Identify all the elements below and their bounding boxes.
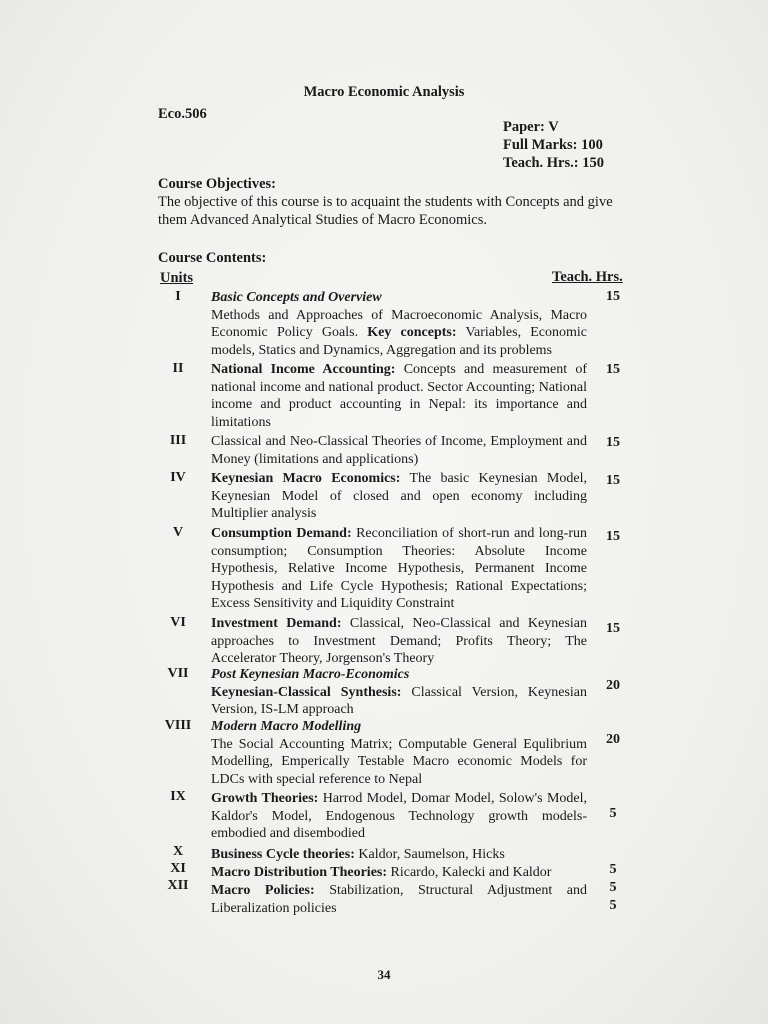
objectives-text: The objective of this course is to acquaint the students with Concepts and give them Advanced Analytical Studies of Macro Economics. xyxy=(158,194,613,228)
unit-description xyxy=(211,718,587,788)
unit-description xyxy=(211,666,587,719)
document-title: Macro Economic Analysis xyxy=(303,84,465,100)
paper-info xyxy=(503,118,604,172)
unit-number: IX xyxy=(170,789,186,804)
unit-body: Classical, Neo-Classical and Keynesian approaches to Investment Demand; Profits Theory; The Accelerator Theory, Jorgenson's Theory xyxy=(211,616,588,666)
unit-description xyxy=(211,615,587,668)
unit-body: Classical Version, Keynesian Version, IS-LM approach xyxy=(211,684,587,717)
unit-hours: 5 xyxy=(609,862,617,877)
unit-body: Kaldor, Saumelson, Hicks xyxy=(358,847,505,862)
unit-hours: 15 xyxy=(606,473,620,488)
unit-body: Classical and Neo-Classical Theories of Income, Employment and Money (limitations and applications) xyxy=(211,434,587,467)
unit-description xyxy=(211,846,587,864)
unit-hours: 15 xyxy=(606,362,620,377)
unit-number: IV xyxy=(170,470,186,485)
unit-number: V xyxy=(172,525,184,540)
unit-body-cont: Variables, Economic models, Statics and Dynamics, Aggregation and its problems xyxy=(211,325,588,358)
unit-body: The basic Keynesian Model, Keynesian Model of closed and open economy including Multiplier analysis xyxy=(211,471,587,521)
unit-title: Keynesian Macro Economics: xyxy=(211,471,401,486)
unit-title: Basic Concepts and Overview xyxy=(211,290,382,305)
unit-title: Business Cycle theories: xyxy=(211,847,355,862)
unit-description xyxy=(211,470,587,523)
unit-number: XII xyxy=(167,878,189,893)
unit-body: Concepts and measurement of national income and national product. Sector Accounting; National income and product accounting in Nepal: its importance and limitations xyxy=(211,362,588,430)
unit-number: VI xyxy=(170,615,186,630)
paper-number: Paper: V xyxy=(503,119,559,135)
unit-description xyxy=(211,790,587,843)
unit-title: Consumption Demand: xyxy=(211,526,352,541)
unit-hours: 5 xyxy=(609,898,617,913)
hours-column-header: Teach. Hrs. xyxy=(552,269,623,285)
unit-number: VII xyxy=(167,666,189,681)
units-column-header: Units xyxy=(160,270,194,286)
unit-hours: 15 xyxy=(606,289,620,304)
objectives-heading: Course Objectives: xyxy=(158,176,276,192)
unit-title: National Income Accounting: xyxy=(211,362,396,377)
page-number: 34 xyxy=(377,967,391,982)
unit-hours: 20 xyxy=(606,732,620,747)
unit-hours: 15 xyxy=(606,529,620,544)
unit-body: Ricardo, Kalecki and Kaldor xyxy=(390,865,552,880)
unit-body: Harrod Model, Domar Model, Solow's Model, Kaldor's Model, Endogenous Technology growth models- embodied and disembodied xyxy=(211,791,588,841)
unit-title: Macro Policies: xyxy=(211,883,315,898)
unit-number: II xyxy=(172,361,184,376)
contents-heading: Course Contents: xyxy=(158,250,267,266)
unit-body: Reconciliation of short-run and long-run consumption; Consumption Theories: Absolute Income Hypothesis, Relative Income Hypothesis, Permanent Income Hypothesis and Life Cycle Hypothesis; Rational Expectations; Excess Sensitivity and Liquidity Constraint xyxy=(211,526,587,611)
unit-number: XI xyxy=(170,861,186,876)
unit-hours: 5 xyxy=(609,880,617,895)
unit-body: Stabilization, Structural Adjustment and Liberalization policies xyxy=(211,883,588,916)
teaching-hours: Teach. Hrs.: 150 xyxy=(503,155,604,171)
unit-hours: 15 xyxy=(606,621,620,636)
unit-hours: 15 xyxy=(606,435,620,450)
unit-description xyxy=(211,882,587,917)
unit-number: VIII xyxy=(164,718,192,733)
unit-title: Modern Macro Modelling xyxy=(211,719,362,734)
unit-key-label: Key concepts: xyxy=(367,325,457,340)
unit-title: Investment Demand: xyxy=(211,616,342,631)
unit-description xyxy=(211,525,587,613)
unit-number: X xyxy=(172,844,184,859)
unit-description xyxy=(211,433,587,468)
unit-hours: 20 xyxy=(606,678,620,693)
unit-hours: 5 xyxy=(609,806,617,821)
unit-body: Methods and Approaches of Macroeconomic Analysis, Macro Economic Policy Goals. xyxy=(211,307,587,340)
course-code: Eco.506 xyxy=(158,106,207,122)
unit-number: I xyxy=(175,289,181,304)
full-marks: Full Marks: 100 xyxy=(503,137,603,153)
unit-description xyxy=(211,361,587,431)
unit-title: Post Keynesian Macro-Economics xyxy=(211,667,410,682)
unit-number: III xyxy=(169,433,187,448)
unit-description xyxy=(211,289,587,359)
unit-subtitle: Keynesian-Classical Synthesis: xyxy=(211,684,402,700)
unit-body: The Social Accounting Matrix; Computable General Equlibrium Modelling, Emperically Testable Macro economic Models for LDCs with special reference to Nepal xyxy=(211,736,587,787)
unit-title: Growth Theories: xyxy=(211,791,319,806)
unit-title: Macro Distribution Theories: xyxy=(211,865,388,880)
unit-description xyxy=(211,864,587,882)
